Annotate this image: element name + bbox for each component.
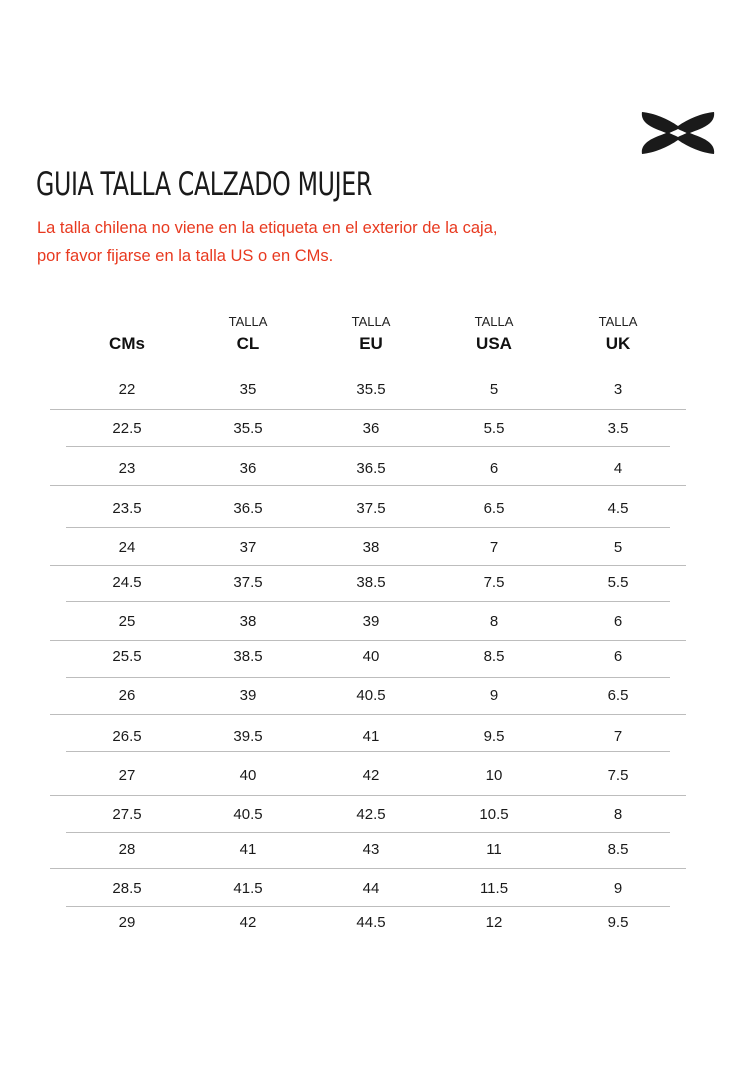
table-cell-cms: 22.5	[112, 420, 142, 437]
table-cell-cms: 27	[118, 767, 136, 784]
table-cell-cms: 28.5	[112, 880, 142, 897]
table-cell-cl: 37	[239, 539, 257, 556]
row-divider	[50, 868, 686, 869]
table-cell-usa: 10	[485, 767, 503, 784]
row-divider	[50, 714, 686, 715]
table-cell-eu: 41	[362, 728, 380, 745]
table-cell-eu: 38	[362, 539, 380, 556]
row-divider	[50, 795, 686, 796]
row-divider	[66, 527, 670, 528]
column-header-uk: UK	[605, 334, 631, 353]
table-cell-eu: 36	[362, 420, 380, 437]
column-header-cl: CL	[236, 334, 260, 353]
table-cell-cl: 41.5	[233, 880, 263, 897]
table-cell-usa: 10.5	[479, 806, 509, 823]
table-cell-cl: 35.5	[233, 420, 263, 437]
row-divider	[66, 751, 670, 752]
table-cell-cl: 36.5	[233, 500, 263, 517]
table-cell-usa: 8.5	[483, 648, 505, 665]
table-cell-usa: 5	[489, 381, 499, 398]
table-cell-cl: 38.5	[233, 648, 263, 665]
column-header-small-cl: TALLA	[228, 314, 268, 329]
subtitle-line-1: La talla chilena no viene en la etiqueta en el exterior de la caja,	[37, 219, 498, 237]
table-cell-uk: 6	[613, 613, 623, 630]
table-cell-uk: 6	[613, 648, 623, 665]
table-cell-eu: 42	[362, 767, 380, 784]
table-cell-cl: 36	[239, 460, 257, 477]
column-header-small-uk: TALLA	[598, 314, 638, 329]
table-cell-cl: 38	[239, 613, 257, 630]
table-cell-cms: 22	[118, 381, 136, 398]
table-cell-eu: 43	[362, 841, 380, 858]
table-cell-eu: 38.5	[356, 574, 386, 591]
row-divider	[50, 409, 686, 410]
row-divider	[50, 565, 686, 566]
table-cell-uk: 5	[613, 539, 623, 556]
column-header-cms: CMs	[109, 334, 145, 353]
table-cell-cl: 40	[239, 767, 257, 784]
table-cell-cl: 39	[239, 687, 257, 704]
column-header-usa: USA	[476, 334, 512, 353]
row-divider	[66, 832, 670, 833]
table-cell-cms: 26.5	[112, 728, 142, 745]
table-cell-usa: 7	[489, 539, 499, 556]
under-armour-logo-icon	[640, 110, 716, 156]
row-divider	[50, 640, 686, 641]
table-cell-cl: 40.5	[233, 806, 263, 823]
column-header-eu: EU	[359, 334, 383, 353]
table-cell-usa: 12	[485, 914, 503, 931]
row-divider	[50, 485, 686, 486]
table-cell-usa: 9	[489, 687, 499, 704]
page-title: GUIA TALLA CALZADO MUJER	[36, 165, 372, 203]
row-divider	[66, 677, 670, 678]
table-cell-uk: 6.5	[607, 687, 629, 704]
table-cell-cms: 23	[118, 460, 136, 477]
table-cell-cms: 24.5	[112, 574, 142, 591]
row-divider	[66, 601, 670, 602]
table-cell-uk: 9	[613, 880, 623, 897]
column-header-small-eu: TALLA	[351, 314, 391, 329]
table-cell-usa: 7.5	[483, 574, 505, 591]
row-divider	[66, 446, 670, 447]
table-cell-usa: 6	[489, 460, 499, 477]
table-cell-usa: 8	[489, 613, 499, 630]
subtitle-note	[37, 214, 677, 270]
table-cell-uk: 3	[613, 381, 623, 398]
table-cell-eu: 44	[362, 880, 380, 897]
table-cell-cl: 39.5	[233, 728, 263, 745]
table-cell-usa: 5.5	[483, 420, 505, 437]
table-cell-eu: 39	[362, 613, 380, 630]
table-cell-cms: 26	[118, 687, 136, 704]
table-cell-cl: 42	[239, 914, 257, 931]
table-cell-uk: 9.5	[607, 914, 629, 931]
table-cell-cl: 41	[239, 841, 257, 858]
table-cell-cms: 25	[118, 613, 136, 630]
table-cell-eu: 36.5	[356, 460, 386, 477]
table-cell-cl: 35	[239, 381, 257, 398]
table-cell-usa: 11	[486, 841, 502, 858]
table-cell-uk: 8.5	[607, 841, 629, 858]
table-cell-cms: 28	[118, 841, 136, 858]
table-cell-eu: 42.5	[356, 806, 386, 823]
subtitle-line-2: por favor fijarse en la talla US o en CMs.	[37, 247, 334, 265]
table-cell-usa: 11.5	[479, 880, 509, 897]
table-cell-cl: 37.5	[233, 574, 263, 591]
table-cell-uk: 4	[613, 460, 623, 477]
table-cell-eu: 40	[362, 648, 380, 665]
table-cell-uk: 7.5	[607, 767, 629, 784]
column-header-small-usa: TALLA	[474, 314, 514, 329]
table-cell-uk: 3.5	[607, 420, 629, 437]
row-divider	[66, 906, 670, 907]
table-cell-cms: 23.5	[112, 500, 142, 517]
table-cell-usa: 6.5	[483, 500, 505, 517]
table-cell-eu: 40.5	[356, 687, 386, 704]
table-cell-cms: 25.5	[112, 648, 142, 665]
table-cell-uk: 5.5	[607, 574, 629, 591]
table-cell-uk: 7	[613, 728, 623, 745]
table-cell-eu: 44.5	[356, 914, 386, 931]
table-cell-cms: 27.5	[112, 806, 142, 823]
table-cell-cms: 29	[118, 914, 136, 931]
table-cell-eu: 37.5	[356, 500, 386, 517]
table-cell-uk: 8	[613, 806, 623, 823]
table-cell-cms: 24	[118, 539, 136, 556]
table-cell-uk: 4.5	[607, 500, 629, 517]
table-cell-eu: 35.5	[356, 381, 386, 398]
table-cell-usa: 9.5	[483, 728, 505, 745]
